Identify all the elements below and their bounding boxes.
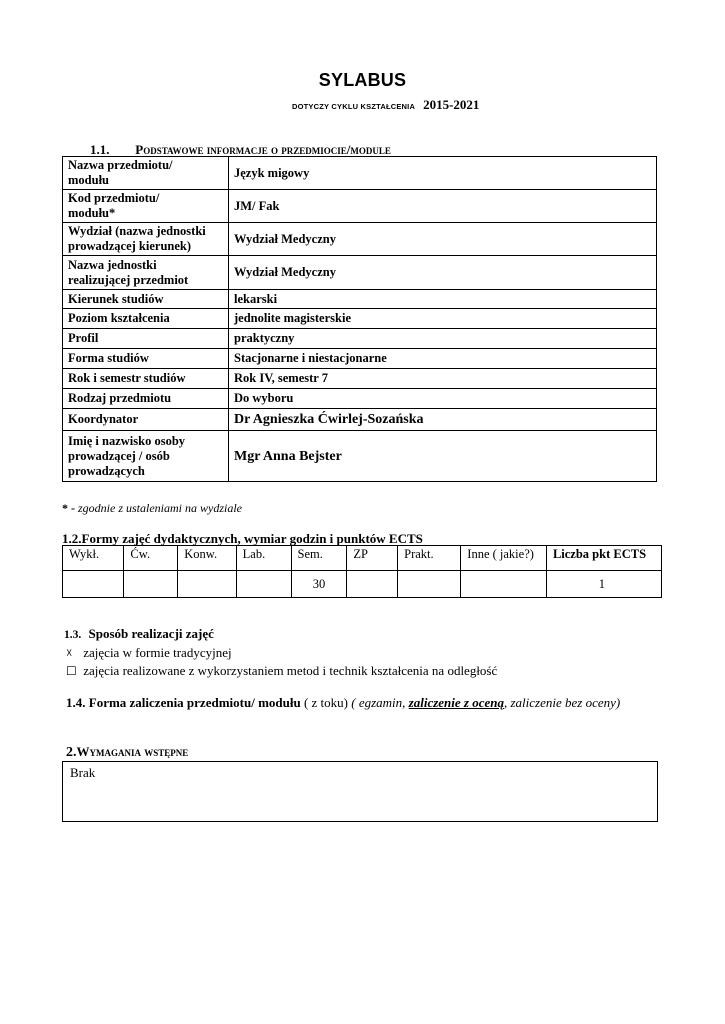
selected-assessment: zaliczenie z oceną	[408, 695, 504, 710]
info-value: Rok IV, semestr 7	[229, 369, 657, 389]
option-remote[interactable]	[66, 663, 497, 679]
hours-header-cell: Konw.	[178, 546, 236, 571]
hours-values-row	[63, 571, 662, 598]
info-label: Rodzaj przedmiotu	[63, 389, 229, 409]
info-value: praktyczny	[229, 329, 657, 349]
info-row	[63, 190, 657, 223]
hours-table	[62, 545, 662, 598]
hours-value-cell	[461, 571, 547, 598]
section-1-3-heading	[64, 626, 214, 642]
section-1-4-paren: ( z toku)	[303, 695, 348, 710]
info-value: Dr Agnieszka Ćwirlej-Sozańska	[229, 409, 657, 431]
info-label: Poziom kształcenia	[63, 309, 229, 329]
info-label: Nazwa przedmiotu/ modułu	[63, 157, 229, 190]
checkbox-icon: ☐	[66, 664, 77, 678]
hours-value-cell: 30	[291, 571, 347, 598]
hours-header-cell: Wykł.	[63, 546, 124, 571]
subtitle-cycle: DOTYCZY CYKLU KSZTAŁCENIA	[292, 102, 416, 111]
option-remote-label: zajęcia realizowane z wykorzystaniem metod i technik kształcenia na odległość	[83, 663, 498, 678]
info-value: Język migowy	[229, 157, 657, 190]
hours-value-cell	[347, 571, 398, 598]
hours-header-cell: Inne ( jakie?)	[461, 546, 547, 571]
info-value: jednolite magisterskie	[229, 309, 657, 329]
hours-header-cell: Liczba pkt ECTS	[546, 546, 661, 571]
hours-value-cell	[63, 571, 124, 598]
info-value: JM/ Fak	[229, 190, 657, 223]
info-label: Imię i nazwisko osoby prowadzącej / osób prowadzących	[63, 431, 229, 482]
hours-header-cell: Sem.	[291, 546, 347, 571]
hours-value-cell	[236, 571, 291, 598]
document-title: SYLABUS	[318, 70, 407, 90]
prerequisites-box	[62, 761, 658, 822]
section-2-number: 2.	[66, 745, 77, 760]
section-1-4-open: ( egzamin,	[351, 695, 406, 710]
section-1-1-number: 1.1.	[90, 142, 110, 157]
info-row	[63, 290, 657, 309]
info-value: Wydział Medyczny	[229, 256, 657, 290]
info-row	[63, 349, 657, 369]
section-2-title: Wymagania wstępne	[76, 744, 189, 759]
footnote-star: * -	[62, 501, 75, 515]
info-row	[63, 329, 657, 349]
hours-value-cell	[124, 571, 178, 598]
info-value: Stacjonarne i niestacjonarne	[229, 349, 657, 369]
info-value: Wydział Medyczny	[229, 223, 657, 256]
option-traditional-label: zajęcia w formie tradycyjnej	[83, 645, 232, 660]
section-1-4-rest: , zaliczenie bez oceny)	[504, 695, 621, 710]
hours-header-cell: Prakt.	[398, 546, 461, 571]
hours-header-cell: Lab.	[236, 546, 291, 571]
footnote	[62, 501, 242, 516]
footnote-text: zgodnie z ustaleniami na wydziale	[78, 501, 242, 515]
section-2-heading	[66, 744, 188, 761]
section-1-1-title: Podstawowe informacje o przedmiocie/module	[135, 142, 391, 157]
info-label: Koordynator	[63, 409, 229, 431]
info-row	[63, 256, 657, 290]
hours-header-row	[63, 546, 662, 571]
section-1-3-number: 1.3.	[64, 629, 82, 641]
info-label: Wydział (nazwa jednostki prowadzącej kierunek)	[63, 223, 229, 256]
prerequisites-text: Brak	[70, 765, 96, 780]
info-value: Mgr Anna Bejster	[229, 431, 657, 482]
document-subtitle	[292, 96, 479, 114]
info-label: Nazwa jednostki realizującej przedmiot	[63, 256, 229, 290]
option-traditional[interactable]	[66, 645, 232, 661]
hours-value-cell: 1	[546, 571, 661, 598]
section-1-2-heading: 1.2.Formy zajęć dydaktycznych, wymiar godzin i punktów ECTS	[62, 531, 423, 546]
section-1-4	[66, 695, 620, 711]
info-row	[63, 409, 657, 431]
subtitle-years: 2015-2021	[423, 97, 480, 112]
info-value: Do wyboru	[229, 389, 657, 409]
info-value: lekarski	[229, 290, 657, 309]
hours-value-cell	[398, 571, 461, 598]
info-label: Kierunek studiów	[63, 290, 229, 309]
x-mark-icon: ☓	[66, 646, 73, 660]
hours-header-cell: ZP	[347, 546, 398, 571]
info-row	[63, 389, 657, 409]
section-1-4-title: 1.4. Forma zaliczenia przedmiotu/ modułu	[66, 695, 301, 710]
info-label: Kod przedmiotu/ modułu*	[63, 190, 229, 223]
info-row	[63, 369, 657, 389]
info-label: Profil	[63, 329, 229, 349]
info-row	[63, 223, 657, 256]
info-row	[63, 309, 657, 329]
hours-header-cell: Ćw.	[124, 546, 178, 571]
info-row	[63, 157, 657, 190]
info-label: Forma studiów	[63, 349, 229, 369]
hours-value-cell	[178, 571, 236, 598]
info-row	[63, 431, 657, 482]
section-1-3-title: Sposób realizacji zajęć	[88, 626, 214, 641]
info-label: Rok i semestr studiów	[63, 369, 229, 389]
basic-info-table	[62, 156, 657, 482]
